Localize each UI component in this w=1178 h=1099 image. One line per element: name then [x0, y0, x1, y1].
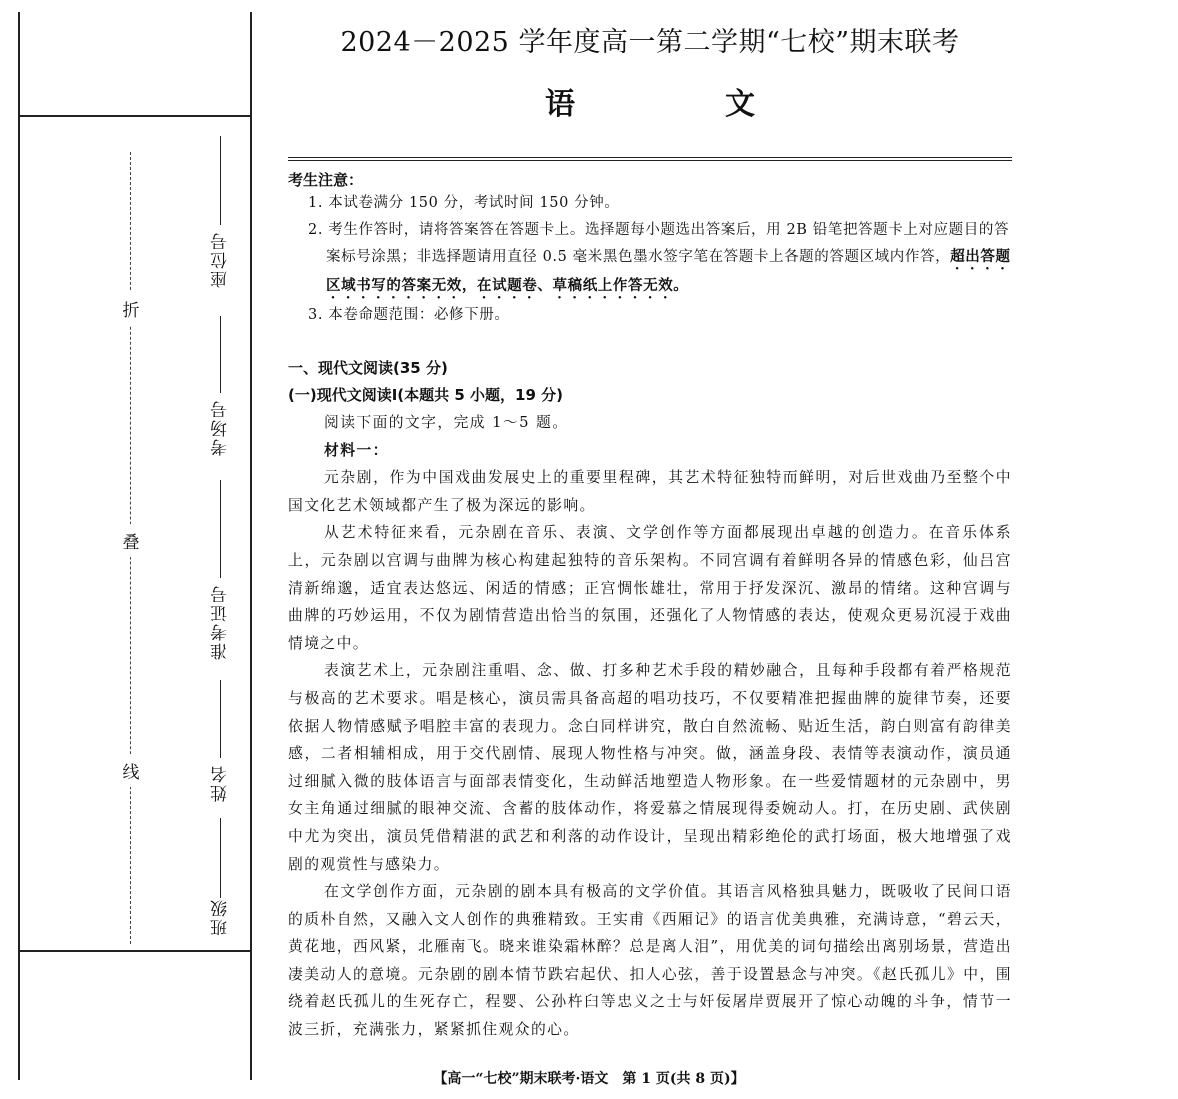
admission-number-line [220, 480, 221, 578]
notice-heading: 考生注意： [288, 171, 364, 189]
exam-room-label: 考场号 [210, 399, 231, 456]
reading-instruction: 阅读下面的文字，完成 1～5 题。 [324, 414, 569, 431]
part-1-heading: 一、现代文阅读(35 分) [288, 359, 448, 377]
fold-char-1: 折 [122, 292, 140, 325]
paragraph: 从艺术特征来看，元杂剧在音乐、表演、文学创作等方面都展现出卓越的创造力。在音乐体系上，元杂剧以宫调与曲牌为核心构建起独特的音乐架构。不同宫调有着鲜明各异的情感色彩，仙吕宫清新绵邈，适宜表达悠远、闲适的情感；正宫惆怅雄壮，常用于抒发深沉、激昂的情绪。这种宫调与曲牌的巧妙运用，不仅为剧情营造出恰当的氛围，还强化了人物情感的表达，使观众更易沉浸于戏曲情境之中。 [288, 524, 1012, 652]
notice-item-3: 3. 本卷命题范围：必修下册。 [308, 307, 510, 323]
binding-top-rule [20, 115, 250, 117]
admission-number-field[interactable] [198, 480, 242, 666]
exam-content [288, 18, 1012, 1044]
binding-bottom-rule [20, 950, 250, 952]
notice-item-2-emphasis: 超出答题区域书写的答案无效，在试题卷、草稿纸上作答无效。 [326, 249, 1011, 294]
name-field[interactable] [198, 680, 242, 808]
material-label: 材料一： [324, 441, 389, 459]
paragraph: 元杂剧，作为中国戏曲发展史上的重要里程碑，其艺术特征独特而鲜明，对后世戏曲乃至整个中国文化艺术领域都产生了极为深远的影响。 [288, 469, 1012, 514]
class-line [220, 818, 221, 898]
fold-char-2: 叠 [122, 524, 140, 557]
name-line [220, 680, 221, 758]
class-label: 班级 [210, 898, 231, 936]
exam-room-field[interactable] [198, 316, 242, 462]
sub-section-heading: (一)现代文阅读Ⅰ(本题共 5 小题，19 分) [288, 386, 563, 404]
exam-title: 2024－2025 学年度高一第二学期“七校”期末联考 [340, 27, 960, 58]
name-label: 姓名 [210, 764, 231, 802]
notice-item-2-text: 2. 考生作答时，请将答案答在答题卡上。选择题每小题选出答案后，用 2B 铅笔把答题卡上对应题目的答案标号涂黑；非选择题请用直径 0.5 毫米黑色墨水签字笔在答题卡上各题的答题区域内作答， [308, 222, 1010, 265]
paragraph: 表演艺术上，元杂剧注重唱、念、做、打多种艺术手段的精妙融合，且每种手段都有着严格规范与极高的艺术要求。唱是核心，演员需具备高超的唱功技巧，不仅要精准把握曲牌的旋律节奏，还要依据人物情感赋予唱腔丰富的表现力。念白同样讲究，散白自然流畅、贴近生活，韵白则富有韵律美感，二者相辅相成，用于交代剧情、展现人物性格与冲突。做，涵盖身段、表情等表演动作，演员通过细腻入微的肢体语言与面部表情变化，生动鲜活地塑造人物形象。在一些爱情题材的元杂剧中，男女主角通过细腻的眼神交流、含蓄的肢体动作，将爱慕之情展现得委婉动人。打，在历史剧、武侠剧中尤为突出，演员凭借精湛的武艺和利落的动作设计，呈现出精彩绝伦的武打场面，极大地增强了戏剧的观赏性与感染力。 [288, 662, 1012, 873]
page-footer: 【高一“七校”期末联考·语文 第 1 页(共 8 页)】 [433, 1071, 745, 1087]
exam-room-line [220, 316, 221, 393]
notice-item-2 [288, 217, 1012, 302]
seat-number-label: 座位号 [210, 231, 231, 288]
paragraph: 在文学创作方面，元杂剧的剧本具有极高的文学价值。其语言风格独具魅力，既吸收了民间口语的质朴自然，又融入文人创作的典雅精致。王实甫《西厢记》的语言优美典雅，充满诗意，“碧云天，黄花地，西风紧，北雁南飞。晓来谁染霜林醉？总是离人泪”，用优美的词句描绘出离别场景，营造出凄美动人的意境。元杂剧的剧本情节跌宕起伏、扣人心弦，善于设置悬念与冲突。《赵氏孤儿》中，围绕着赵氏孤儿的生死存亡，程婴、公孙杵臼等忠义之士与奸佞屠岸贾展开了惊心动魄的斗争，情节一波三折，充满张力，紧紧抓住观众的心。 [288, 883, 1012, 1039]
notice-item-1: 1. 本试卷满分 150 分，考试时间 150 分钟。 [308, 195, 620, 211]
admission-number-label: 准考证号 [210, 584, 231, 660]
seat-number-line [220, 136, 221, 225]
header-rule [288, 157, 1012, 161]
subject-title: 语 文 [545, 87, 815, 122]
fold-char-3: 线 [122, 754, 140, 787]
seat-number-field[interactable] [198, 136, 242, 294]
class-field[interactable] [198, 818, 242, 936]
